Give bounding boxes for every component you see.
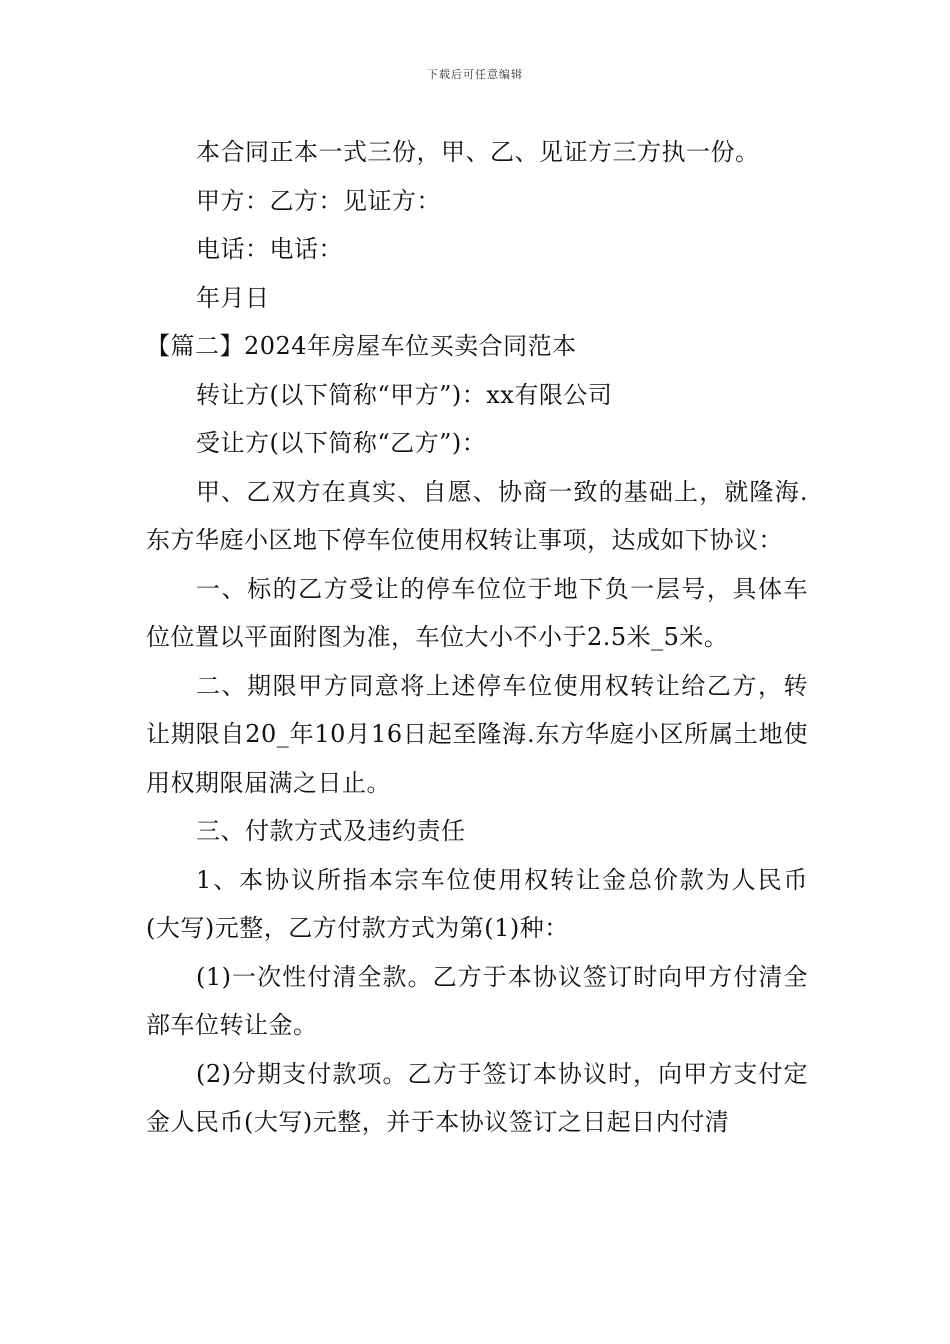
paragraph-transferee: 受让方(以下简称“乙方”)： <box>196 429 487 457</box>
paragraph-payment-option-1: (1)一次性付清全款。乙方于本协议签订时向甲方付清全部车位转让金。 <box>146 962 808 1039</box>
paragraph-preamble: 甲、乙双方在真实、自愿、协商一致的基础上，就隆海.东方华庭小区地下停车位使用权转让事项，达成如下协议： <box>146 477 808 554</box>
paragraph-payment-price: 1、本协议所指本宗车位使用权转让金总价款为人民币(大写)元整，乙方付款方式为第(1)种： <box>146 865 808 942</box>
section-title: 【篇二】2024年房屋车位买卖合同范本 <box>146 332 577 360</box>
header-note: 下载后可任意编辑 <box>427 68 523 81</box>
document-body <box>146 128 808 1147</box>
paragraph-clause-term: 二、期限甲方同意将上述停车位使用权转让给乙方，转让期限自20_年10月16日起至隆海.东方华庭小区所属土地使用权期限届满之日止。 <box>146 671 808 797</box>
paragraph-transferor: 转让方(以下简称“甲方”)：xx有限公司 <box>196 380 613 409</box>
paragraph-date: 年月日 <box>196 283 270 312</box>
paragraph-payment-option-2: (2)分期支付款项。乙方于签订本协议时，向甲方支付定金人民币(大写)元整，并于本协议签订之日起日内付清 <box>146 1059 808 1136</box>
paragraph-clause-subject: 一、标的乙方受让的停车位位于地下负一层号，具体车位位置以平面附图为准，车位大小不小于2.5米_5米。 <box>146 574 808 651</box>
paragraph-clause-payment-heading: 三、付款方式及违约责任 <box>196 817 466 845</box>
paragraph-copies: 本合同正本一式三份，甲、乙、见证方三方执一份。 <box>196 138 760 166</box>
paragraph-parties-signature: 甲方：乙方：见证方： <box>196 186 441 215</box>
paragraph-phone: 电话：电话： <box>196 235 343 263</box>
